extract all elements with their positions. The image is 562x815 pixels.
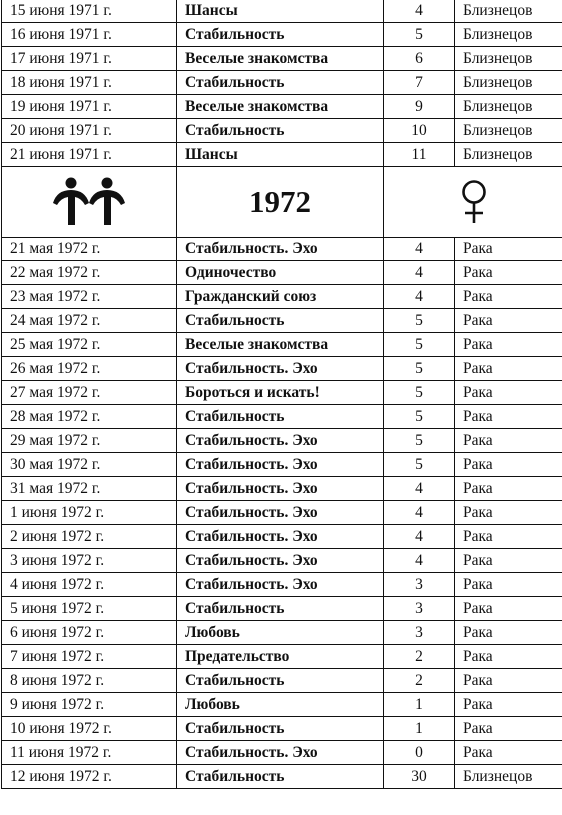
sign-cell: Рака	[455, 238, 562, 261]
event-name-cell: Стабильность. Эхо	[177, 549, 384, 573]
number-cell: 4	[384, 501, 455, 525]
date-cell: 29 мая 1972 г.	[2, 429, 177, 453]
year-header-planet-cell	[384, 167, 562, 238]
date-cell: 10 июня 1972 г.	[2, 717, 177, 741]
sign-cell: Близнецов	[455, 143, 562, 167]
date-cell: 7 июня 1972 г.	[2, 645, 177, 669]
event-name-cell: Стабильность. Эхо	[177, 501, 384, 525]
year-header-row	[2, 167, 562, 238]
event-name-cell: Стабильность. Эхо	[177, 573, 384, 597]
event-name-cell: Любовь	[177, 693, 384, 717]
date-cell: 1 июня 1972 г.	[2, 501, 177, 525]
table-row	[2, 238, 562, 261]
table-row	[2, 261, 562, 285]
sign-cell: Рака	[455, 333, 562, 357]
event-name-cell: Стабильность. Эхо	[177, 477, 384, 501]
year-header-symbol-cell	[2, 167, 177, 238]
sign-cell: Рака	[455, 405, 562, 429]
date-cell: 31 мая 1972 г.	[2, 477, 177, 501]
sign-cell: Близнецов	[455, 119, 562, 143]
table-row	[2, 693, 562, 717]
table-row	[2, 47, 562, 71]
number-cell: 2	[384, 645, 455, 669]
date-cell: 12 июня 1972 г.	[2, 765, 177, 789]
sign-cell: Рака	[455, 477, 562, 501]
number-cell: 5	[384, 405, 455, 429]
table-row	[2, 381, 562, 405]
sign-cell: Близнецов	[455, 23, 562, 47]
sign-cell: Близнецов	[455, 47, 562, 71]
date-cell: 24 мая 1972 г.	[2, 309, 177, 333]
sign-cell: Рака	[455, 429, 562, 453]
sign-cell: Рака	[455, 501, 562, 525]
number-cell: 5	[384, 309, 455, 333]
sign-cell: Рака	[455, 309, 562, 333]
gemini-icon	[2, 176, 176, 228]
date-cell: 2 июня 1972 г.	[2, 525, 177, 549]
date-cell: 9 июня 1972 г.	[2, 693, 177, 717]
date-cell: 20 июня 1971 г.	[2, 119, 177, 143]
table-row	[2, 23, 562, 47]
sign-cell: Рака	[455, 645, 562, 669]
event-name-cell: Стабильность. Эхо	[177, 453, 384, 477]
date-cell: 18 июня 1971 г.	[2, 71, 177, 95]
table-row	[2, 95, 562, 119]
date-cell: 26 мая 1972 г.	[2, 357, 177, 381]
table-row	[2, 549, 562, 573]
sign-cell: Рака	[455, 717, 562, 741]
event-name-cell: Стабильность. Эхо	[177, 357, 384, 381]
sign-cell: Рака	[455, 621, 562, 645]
table-row	[2, 119, 562, 143]
number-cell: 0	[384, 741, 455, 765]
table-row	[2, 477, 562, 501]
sign-cell: Рака	[455, 261, 562, 285]
date-cell: 11 июня 1972 г.	[2, 741, 177, 765]
date-cell: 3 июня 1972 г.	[2, 549, 177, 573]
sign-cell: Рака	[455, 573, 562, 597]
sign-cell: Близнецов	[455, 0, 562, 23]
date-cell: 21 мая 1972 г.	[2, 238, 177, 261]
number-cell: 7	[384, 71, 455, 95]
number-cell: 30	[384, 765, 455, 789]
table-row	[2, 309, 562, 333]
number-cell: 3	[384, 621, 455, 645]
date-cell: 19 июня 1971 г.	[2, 95, 177, 119]
number-cell: 5	[384, 429, 455, 453]
sign-cell: Рака	[455, 597, 562, 621]
year-label: 1972	[249, 184, 311, 219]
table-row	[2, 429, 562, 453]
table-section-1972	[2, 238, 562, 789]
venus-icon	[384, 179, 562, 225]
date-cell: 15 июня 1971 г.	[2, 0, 177, 23]
table-row	[2, 597, 562, 621]
number-cell: 3	[384, 573, 455, 597]
number-cell: 5	[384, 333, 455, 357]
event-name-cell: Стабильность	[177, 669, 384, 693]
number-cell: 11	[384, 143, 455, 167]
event-name-cell: Стабильность	[177, 597, 384, 621]
event-name-cell: Стабильность. Эхо	[177, 238, 384, 261]
sign-cell: Рака	[455, 285, 562, 309]
table-section-1971	[2, 0, 562, 167]
date-cell: 22 мая 1972 г.	[2, 261, 177, 285]
date-cell: 17 июня 1971 г.	[2, 47, 177, 71]
date-cell: 6 июня 1972 г.	[2, 621, 177, 645]
number-cell: 1	[384, 693, 455, 717]
sign-cell: Близнецов	[455, 765, 562, 789]
date-cell: 16 июня 1971 г.	[2, 23, 177, 47]
table-row	[2, 621, 562, 645]
number-cell: 4	[384, 477, 455, 501]
event-name-cell: Веселые знакомства	[177, 47, 384, 71]
date-cell: 25 мая 1972 г.	[2, 333, 177, 357]
number-cell: 2	[384, 669, 455, 693]
number-cell: 6	[384, 47, 455, 71]
table-row	[2, 143, 562, 167]
number-cell: 5	[384, 23, 455, 47]
number-cell: 4	[384, 0, 455, 23]
event-name-cell: Стабильность	[177, 23, 384, 47]
event-name-cell: Стабильность. Эхо	[177, 429, 384, 453]
table-row	[2, 0, 562, 23]
table-row	[2, 717, 562, 741]
sign-cell: Рака	[455, 549, 562, 573]
event-name-cell: Любовь	[177, 621, 384, 645]
number-cell: 10	[384, 119, 455, 143]
sign-cell: Близнецов	[455, 95, 562, 119]
event-name-cell: Стабильность	[177, 71, 384, 95]
event-name-cell: Предательство	[177, 645, 384, 669]
event-name-cell: Стабильность	[177, 717, 384, 741]
event-name-cell: Веселые знакомства	[177, 95, 384, 119]
number-cell: 4	[384, 285, 455, 309]
sign-cell: Рака	[455, 381, 562, 405]
table-row	[2, 741, 562, 765]
date-cell: 4 июня 1972 г.	[2, 573, 177, 597]
sign-cell: Рака	[455, 741, 562, 765]
date-cell: 8 июня 1972 г.	[2, 669, 177, 693]
table-row	[2, 669, 562, 693]
horoscope-table	[1, 0, 562, 789]
event-name-cell: Веселые знакомства	[177, 333, 384, 357]
number-cell: 4	[384, 261, 455, 285]
sign-cell: Рака	[455, 669, 562, 693]
table-row	[2, 357, 562, 381]
number-cell: 4	[384, 549, 455, 573]
table-row	[2, 645, 562, 669]
table-row	[2, 573, 562, 597]
table-row	[2, 765, 562, 789]
number-cell: 4	[384, 238, 455, 261]
number-cell: 1	[384, 717, 455, 741]
table-row	[2, 285, 562, 309]
sign-cell: Рака	[455, 525, 562, 549]
date-cell: 27 мая 1972 г.	[2, 381, 177, 405]
event-name-cell: Гражданский союз	[177, 285, 384, 309]
table-row	[2, 405, 562, 429]
date-cell: 28 мая 1972 г.	[2, 405, 177, 429]
number-cell: 5	[384, 357, 455, 381]
table-row	[2, 71, 562, 95]
year-header-year-cell	[177, 167, 384, 238]
number-cell: 5	[384, 381, 455, 405]
event-name-cell: Стабильность	[177, 309, 384, 333]
table-row	[2, 333, 562, 357]
event-name-cell: Шансы	[177, 0, 384, 23]
table-row	[2, 453, 562, 477]
date-cell: 5 июня 1972 г.	[2, 597, 177, 621]
date-cell: 23 мая 1972 г.	[2, 285, 177, 309]
event-name-cell: Одиночество	[177, 261, 384, 285]
date-cell: 21 июня 1971 г.	[2, 143, 177, 167]
event-name-cell: Стабильность. Эхо	[177, 525, 384, 549]
event-name-cell: Стабильность. Эхо	[177, 741, 384, 765]
number-cell: 4	[384, 525, 455, 549]
event-name-cell: Стабильность	[177, 765, 384, 789]
date-cell: 30 мая 1972 г.	[2, 453, 177, 477]
sign-cell: Близнецов	[455, 71, 562, 95]
number-cell: 3	[384, 597, 455, 621]
table-row	[2, 525, 562, 549]
year-header	[2, 167, 562, 238]
sign-cell: Рака	[455, 357, 562, 381]
event-name-cell: Стабильность	[177, 405, 384, 429]
event-name-cell: Шансы	[177, 143, 384, 167]
sign-cell: Рака	[455, 453, 562, 477]
event-name-cell: Бороться и искать!	[177, 381, 384, 405]
sign-cell: Рака	[455, 693, 562, 717]
number-cell: 5	[384, 453, 455, 477]
event-name-cell: Стабильность	[177, 119, 384, 143]
table-row	[2, 501, 562, 525]
number-cell: 9	[384, 95, 455, 119]
